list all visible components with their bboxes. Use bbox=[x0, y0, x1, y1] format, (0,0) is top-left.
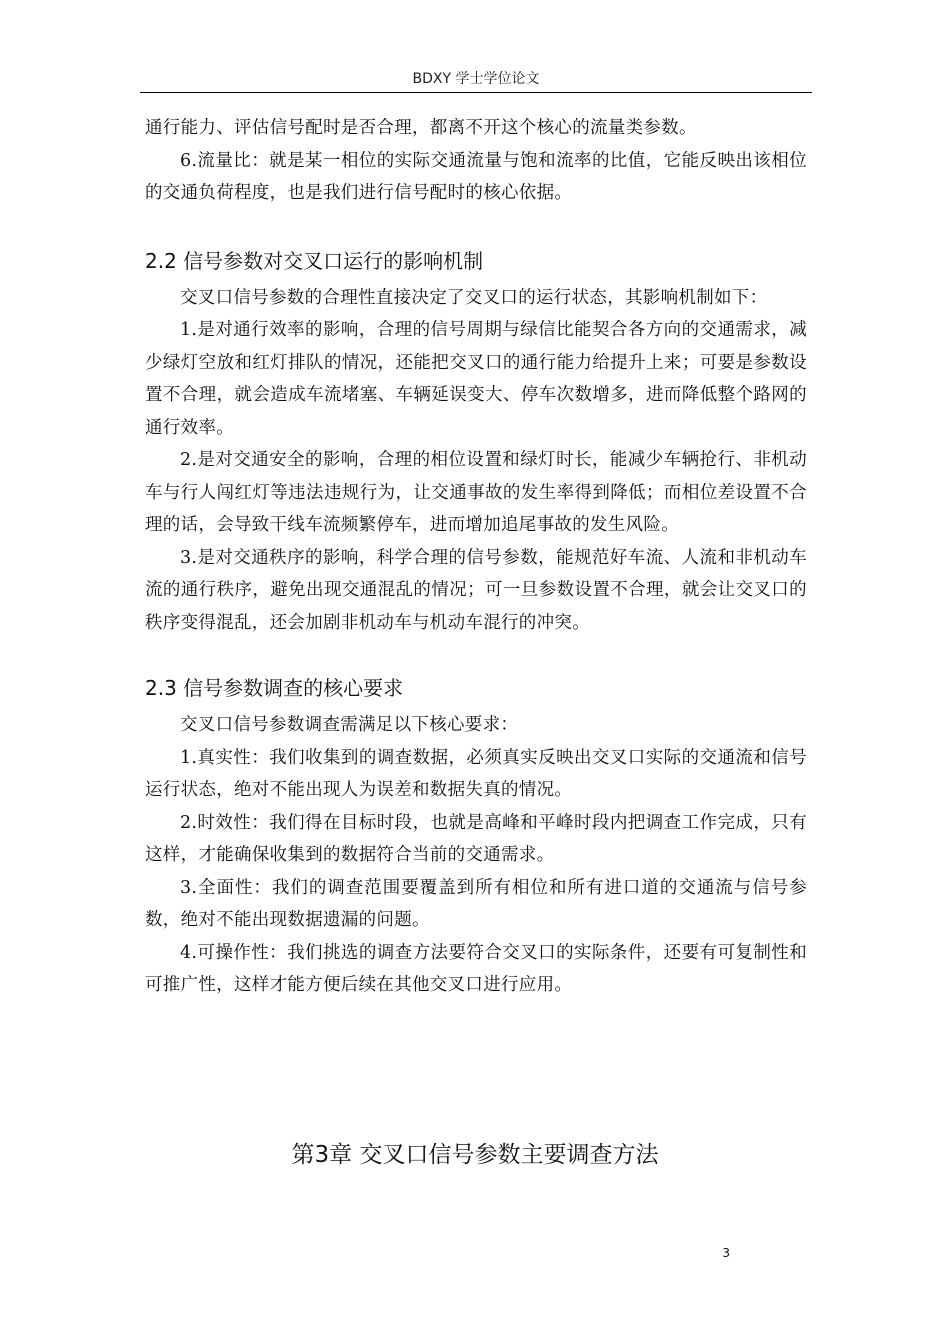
paragraph: 交叉口信号参数的合理性直接决定了交叉口的运行状态，其影响机制如下： bbox=[180, 287, 768, 308]
paragraph: 1.是对通行效率的影响，合理的信号周期与绿信比能契合各方向的交通需求，减少绿灯空放和红灯排队的情况，还能把交叉口的通行能力给提升上来；可要是参数设置不合理，就会造成车流堵塞、车辆延误变大、停车次数增多，进而降低整个路网的通行效率。 bbox=[145, 320, 807, 438]
paragraph: 2.时效性：我们得在目标时段，也就是高峰和平峰时段内把调查工作完成，只有这样，才能确保收集到的数据符合当前的交通需求。 bbox=[145, 812, 807, 865]
page-body bbox=[145, 112, 807, 1002]
paragraph: 6.流量比：就是某一相位的实际交通流量与饱和流率的比值，它能反映出该相位的交通负荷程度，也是我们进行信号配时的核心依据。 bbox=[145, 150, 807, 203]
page-header: BDXY 学士学位论文 bbox=[412, 71, 540, 87]
paragraph: 2.是对交通安全的影响，合理的相位设置和绿灯时长，能减少车辆抢行、非机动车与行人闯红灯等违法违规行为，让交通事故的发生率得到降低；而相位差设置不合理的话，会导致干线车流频繁停车，进而增加追尾事故的发生风险。 bbox=[145, 450, 807, 535]
paragraph: 4.可操作性：我们挑选的调查方法要符合交叉口的实际条件，还要有可复制性和可推广性，这样才能方便后续在其他交叉口进行应用。 bbox=[145, 942, 807, 995]
paragraph: 3.是对交通秩序的影响，科学合理的信号参数，能规范好车流、人流和非机动车流的通行秩序，避免出现交通混乱的情况；可一旦参数设置不合理，就会让交叉口的秩序变得混乱，还会加剧非机动车与机动车混行的冲突。 bbox=[145, 547, 807, 633]
paragraph: 交叉口信号参数调查需满足以下核心要求： bbox=[180, 715, 519, 735]
chapter-title: 第3章 交叉口信号参数主要调查方法 bbox=[291, 1142, 659, 1168]
section-heading-2-2: 2.2 信号参数对交叉口运行的影响机制 bbox=[145, 248, 484, 273]
paragraph: 3.全面性：我们的调查范围要覆盖到所有相位和所有进口道的交通流与信号参数，绝对不能出现数据遗漏的问题。 bbox=[145, 877, 807, 930]
header-rule bbox=[140, 92, 812, 93]
section-heading-2-3: 2.3 信号参数调查的核心要求 bbox=[145, 676, 404, 700]
paragraph: 1.真实性：我们收集到的调查数据，必须真实反映出交叉口实际的交通流和信号运行状态，绝对不能出现人为误差和数据失真的情况。 bbox=[145, 747, 807, 800]
paragraph: 通行能力、评估信号配时是否合理，都离不开这个核心的流量类参数。 bbox=[145, 118, 697, 138]
page-number: 3 bbox=[722, 1246, 730, 1260]
